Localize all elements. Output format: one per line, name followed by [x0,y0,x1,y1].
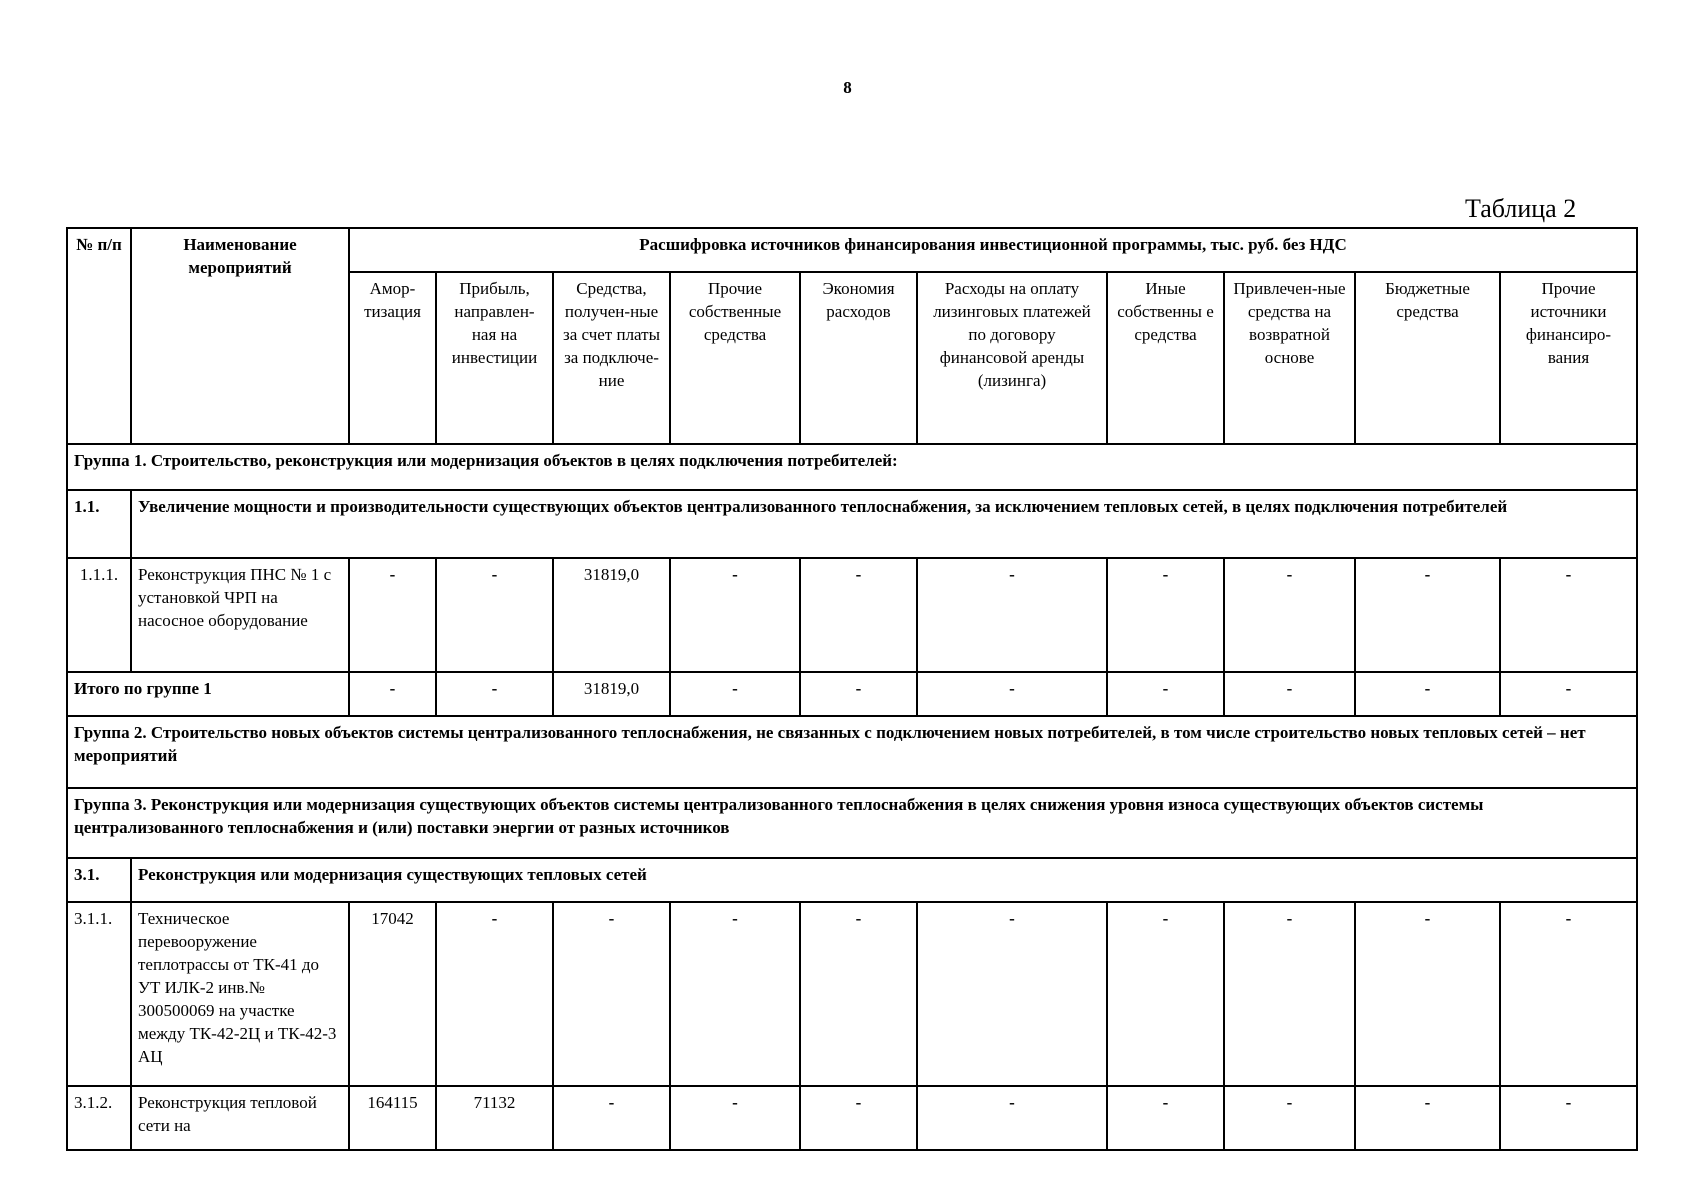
group-row [67,788,1637,858]
total-value-cell: - [349,672,436,716]
section-row [67,858,1637,902]
group-2-title: Группа 2. Строительство новых объектов системы централизованного теплоснабжения, не связанных с подключением новых потребителей, в том числе строительство новых тепловых сетей – нет мероприятий [67,716,1637,788]
total-value-cell: - [1224,672,1355,716]
value-cell: - [1107,902,1224,1086]
header-source-leasing: Расходы на оплату лизинговых платежей по договору финансовой аренды (лизинга) [917,272,1107,444]
section-row [67,490,1637,558]
value-cell: - [1224,1086,1355,1150]
row-number: 3.1.2. [67,1086,131,1150]
value-cell: - [800,1086,917,1150]
value-cell: - [553,902,670,1086]
total-value-cell: - [1500,672,1637,716]
value-cell: - [1355,558,1500,672]
value-cell: - [800,558,917,672]
value-cell: - [1355,1086,1500,1150]
header-source-savings: Экономия расходов [800,272,917,444]
total-value-cell: - [800,672,917,716]
total-value-cell: - [436,672,553,716]
table-row [67,558,1637,672]
value-cell: - [917,558,1107,672]
value-cell: 17042 [349,902,436,1086]
row-name: Реконструкция ПНС № 1 с установкой ЧРП на насосное оборудование [131,558,349,672]
header-source-amortization: Амор-тизация [349,272,436,444]
group-row [67,716,1637,788]
row-name: Техническое перевооружение теплотрассы от ТК-41 до УТ ИЛК-2 инв.№ 300500069 на участке между ТК-42-2Ц и ТК-42-3 АЦ [131,902,349,1086]
section-title: Увеличение мощности и производительности существующих объектов централизованного теплоснабжения, за исключением тепловых сетей, в целях подключения потребителей [131,490,1637,558]
total-value-cell: - [670,672,800,716]
total-value-cell: - [1355,672,1500,716]
header-row-1 [67,228,1637,272]
value-cell: - [1107,558,1224,672]
table-caption: Таблица 2 [1465,194,1577,223]
header-source-other-financing: Прочие источники финансиро-вания [1500,272,1637,444]
value-cell: 164115 [349,1086,436,1150]
header-source-profit: Прибыль, направлен-ная на инвестиции [436,272,553,444]
value-cell: - [670,902,800,1086]
value-cell: - [917,1086,1107,1150]
section-number: 1.1. [67,490,131,558]
value-cell: - [917,902,1107,1086]
value-cell: - [1355,902,1500,1086]
table-row [67,1086,1637,1150]
value-cell: - [436,558,553,672]
value-cell: - [1224,902,1355,1086]
header-sources-title: Расшифровка источников финансирования инвестиционной программы, тыс. руб. без НДС [349,228,1637,272]
value-cell: - [800,902,917,1086]
total-row [67,672,1637,716]
value-cell: - [1107,1086,1224,1150]
row-name: Реконструкция тепловой сети на [131,1086,349,1150]
value-cell: 31819,0 [553,558,670,672]
page-number: 8 [843,78,852,97]
group-row [67,444,1637,490]
value-cell: - [349,558,436,672]
header-source-other-own-funds: Иные собственны е средства [1107,272,1224,444]
value-cell: - [1500,902,1637,1086]
row-number: 3.1.1. [67,902,131,1086]
financing-table [66,227,1638,1151]
value-cell: - [670,1086,800,1150]
group-1-title: Группа 1. Строительство, реконструкция или модернизация объектов в целях подключения потребителей: [67,444,1637,490]
group-3-title: Группа 3. Реконструкция или модернизация существующих объектов системы централизованного теплоснабжения в целях снижения уровня износа существующих объектов системы централизованного теплоснабжения и (или) поставки энергии от разных источников [67,788,1637,858]
value-cell: - [1224,558,1355,672]
total-value-cell: - [917,672,1107,716]
value-cell: - [1500,558,1637,672]
total-value-cell: 31819,0 [553,672,670,716]
table-row [67,902,1637,1086]
total-label: Итого по группе 1 [67,672,349,716]
total-value-cell: - [1107,672,1224,716]
header-source-borrowed: Привлечен-ные средства на возвратной основе [1224,272,1355,444]
value-cell: 71132 [436,1086,553,1150]
header-col-number: № п/п [67,228,131,444]
header-source-budget: Бюджетные средства [1355,272,1500,444]
header-source-connection-fee: Средства, получен-ные за счет платы за подключе-ние [553,272,670,444]
value-cell: - [553,1086,670,1150]
section-number: 3.1. [67,858,131,902]
section-title: Реконструкция или модернизация существующих тепловых сетей [131,858,1637,902]
value-cell: - [436,902,553,1086]
value-cell: - [1500,1086,1637,1150]
row-number: 1.1.1. [67,558,131,672]
header-col-name: Наименование мероприятий [131,228,349,444]
value-cell: - [670,558,800,672]
header-source-other-own: Прочие собственные средства [670,272,800,444]
